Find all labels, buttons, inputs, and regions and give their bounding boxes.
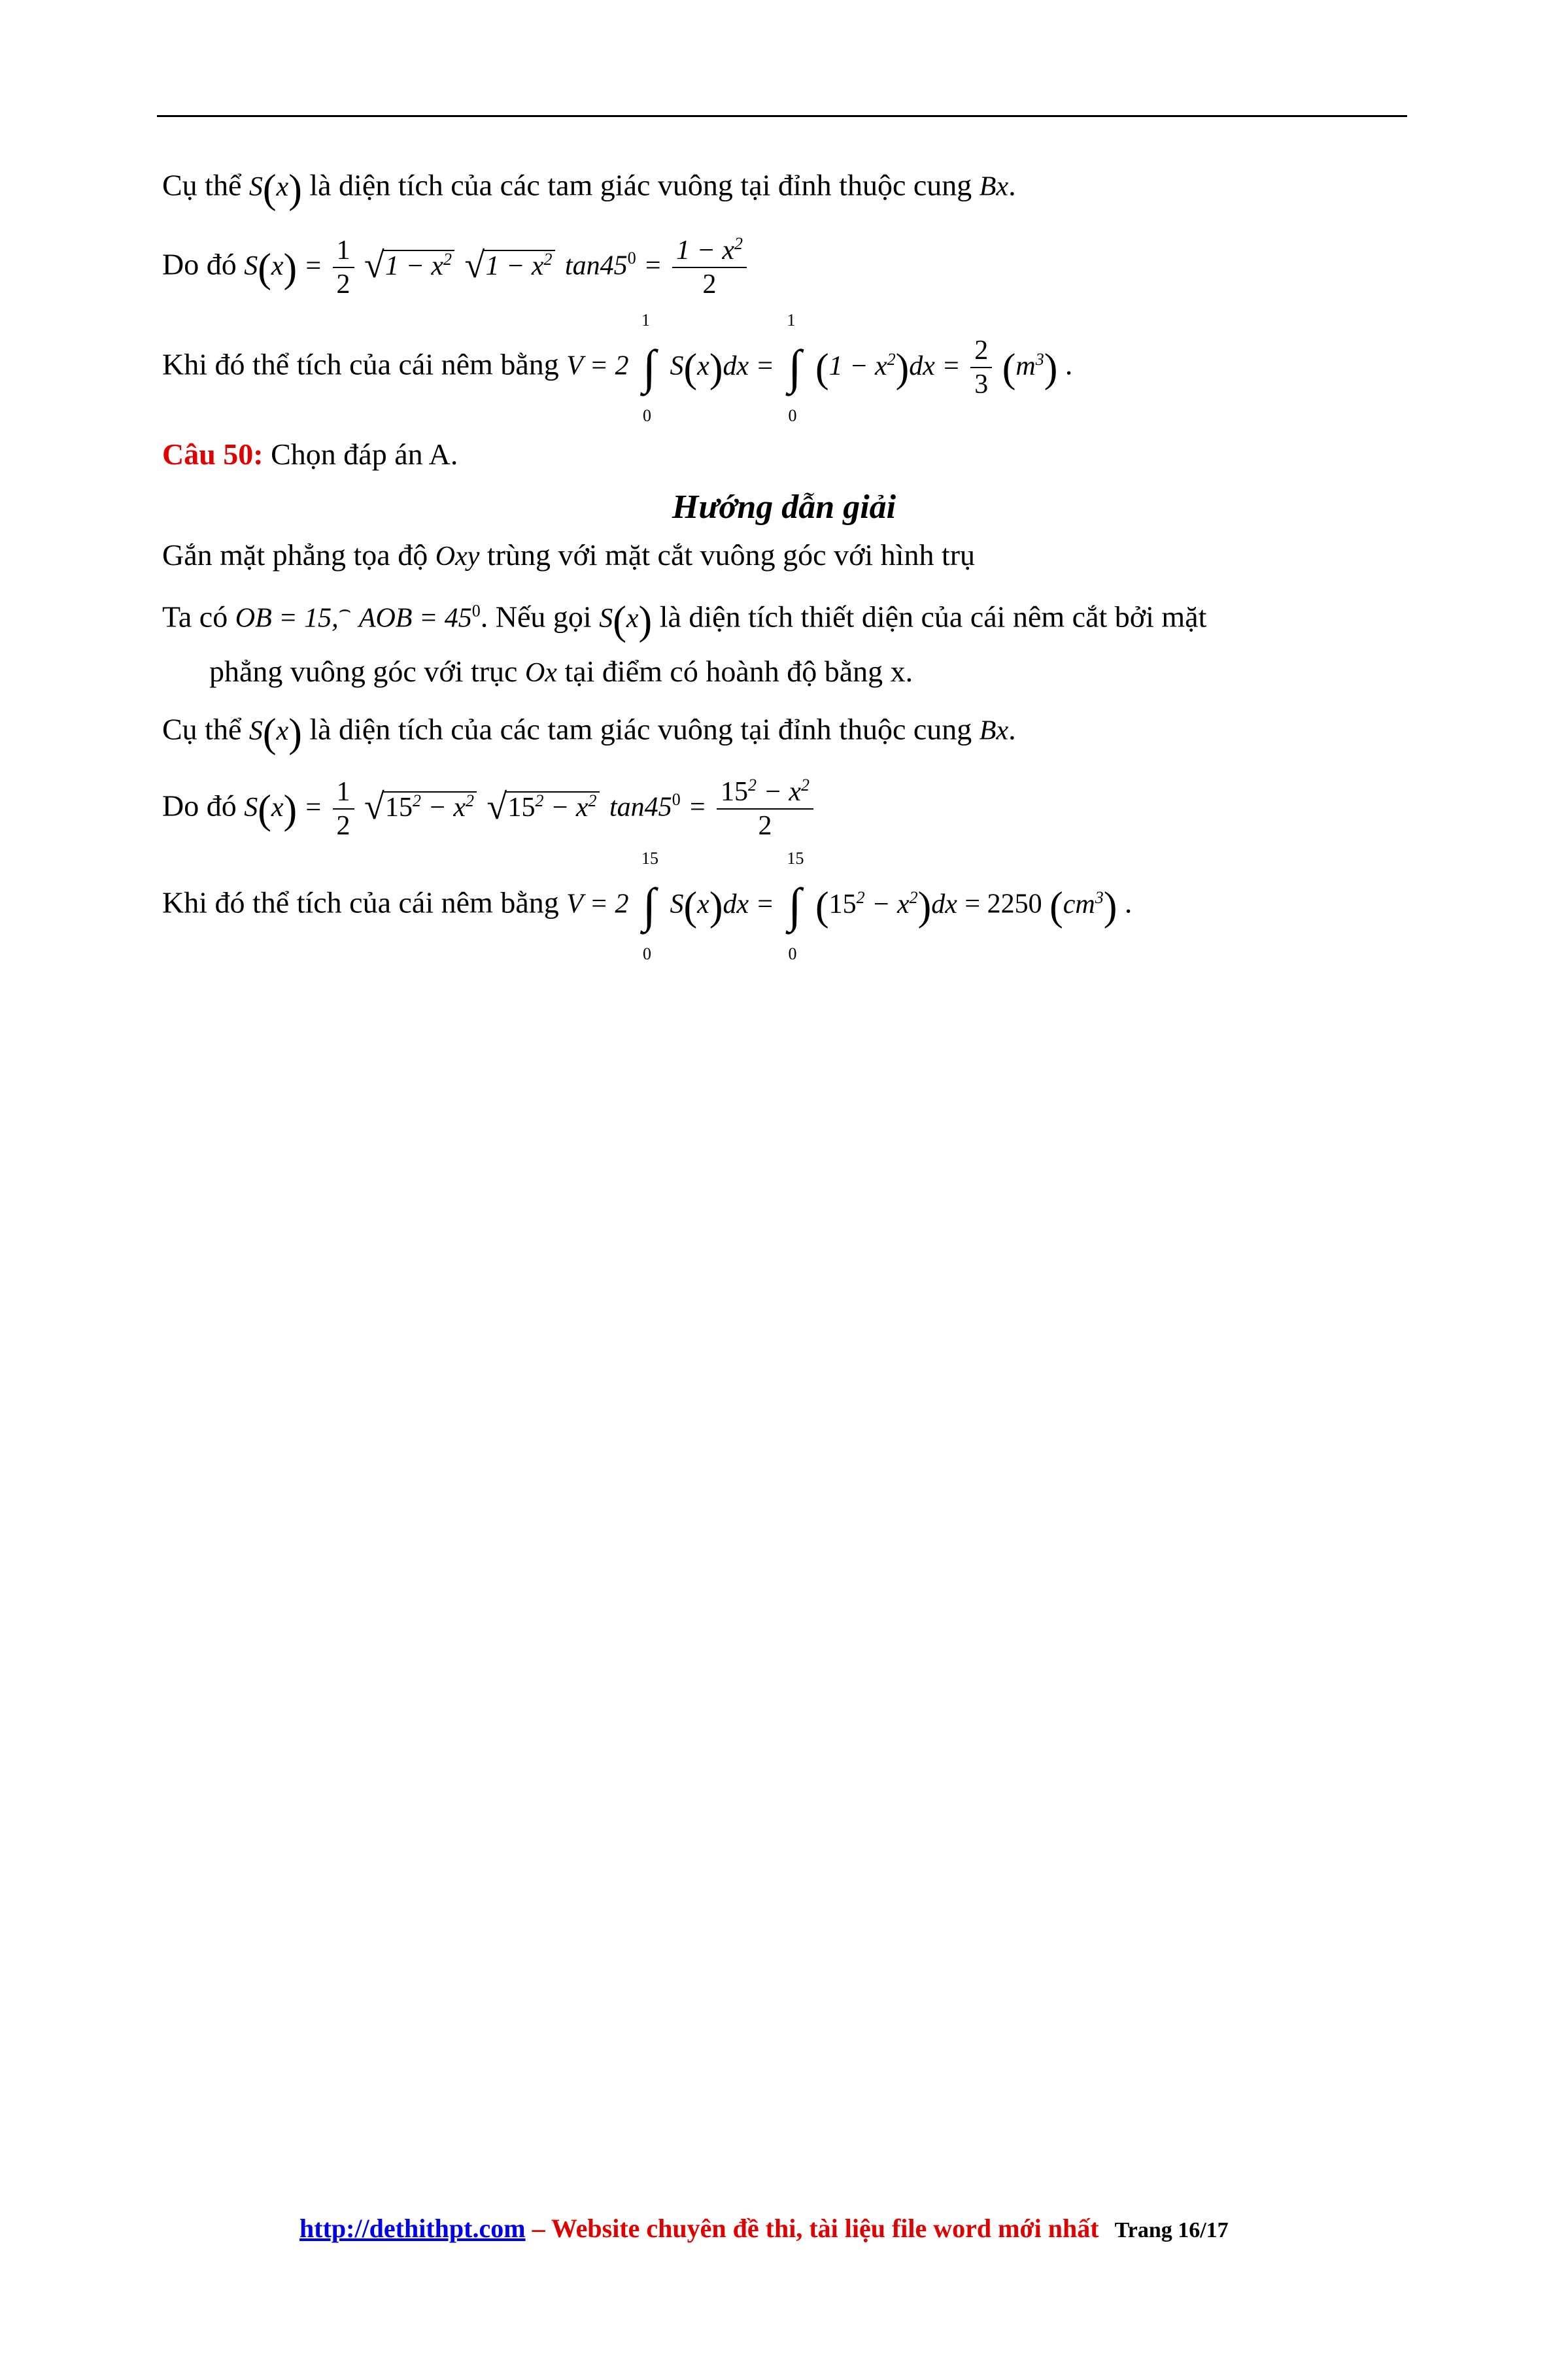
- sqrt-4: √ $15^2 - x^2$: [487, 791, 600, 821]
- text: Cụ thể: [162, 168, 242, 202]
- s1-line-2: Do đó S(x) = $\frac{1}{2}$ √ $1 - x^2$ √ $1 - x^2$ $\tan 45^0$ = $\frac{1 - x^2}{2}$: [162, 237, 749, 298]
- q50-line-a: Gắn mặt phẳng tọa độ Oxy trùng với mặt cắt vuông góc với hình trụ: [162, 538, 976, 572]
- integral-2: 1 ∫ 0: [787, 311, 802, 425]
- s1-line-3: Khi đó thể tích của cái nêm bằng V = 2 1 ∫ 0 S(x)dx = 1 ∫ 0 $(1 - x^2)dx$ = $\frac{2}{3}$ $(m^3)$ .: [162, 311, 1073, 425]
- text: Do đó: [162, 247, 237, 281]
- fraction-half: $\frac{1}{2}$: [333, 237, 354, 298]
- solution-heading: Hướng dẫn giải: [672, 488, 896, 526]
- sqrt-2: √ $1 - x^2$: [465, 250, 555, 280]
- footer: [299, 2213, 1229, 2244]
- answer-text: Chọn đáp án A.: [271, 437, 458, 471]
- sqrt-3: √ $15^2 - x^2$: [364, 791, 477, 821]
- q50-line-b: Ta có OB = 15,⌢ AOB = $45^0$. Nếu gọi S(x) là diện tích thiết diện của cái nêm cắt bởi mặt: [162, 598, 1207, 643]
- fraction-volume: $\frac{2}{3}$: [970, 337, 992, 398]
- var: Bx: [979, 171, 1009, 202]
- footer-link[interactable]: http://dethithpt.com: [299, 2214, 526, 2243]
- q50-line-d: Cụ thể S(x) là diện tích của các tam giác vuông tại đỉnh thuộc cung Bx.: [162, 711, 1016, 755]
- q50-line-e: Do đó S(x) = $\frac{1}{2}$ √ $15^2 - x^2$ √ $15^2 - x^2$ $\tan 45^0$ = $\frac{15^2 - x^2}{2}$: [162, 778, 816, 840]
- sqrt-1: √ $1 - x^2$: [364, 250, 454, 280]
- integral-4: 15 ∫ 0: [787, 849, 804, 963]
- page-number: Trang 16/17: [1114, 2218, 1229, 2242]
- q50-answer-line: [162, 439, 458, 470]
- integral-3: 15 ∫ 0: [641, 849, 658, 963]
- text: là diện tích của các tam giác vuông tại đỉnh thuộc cung: [309, 168, 972, 202]
- q50-line-f: Khi đó thể tích của cái nêm bằng V = 2 15 ∫ 0 S(x)dx = 15 ∫ 0 $(15^2 - x^2)dx = 2250$ $(cm^3)$ .: [162, 849, 1133, 963]
- s1-line-1: Cụ thể S(x) là diện tích của các tam giác vuông tại đỉnh thuộc cung Bx.: [162, 167, 1016, 211]
- footer-text: – Website chuyên đề thi, tài liệu file word mới nhất: [525, 2214, 1099, 2243]
- fraction-result-2: $\frac{15^2 - x^2}{2}$: [717, 778, 813, 840]
- question-label: Câu 50:: [162, 437, 264, 471]
- fraction-half-2: $\frac{1}{2}$: [333, 778, 354, 840]
- integral-1: 1 ∫ 0: [641, 311, 656, 425]
- tan-term: tan45: [565, 250, 628, 281]
- header-rule: [157, 115, 1407, 117]
- fraction-result: $\frac{1 - x^2}{2}$: [672, 237, 747, 298]
- q50-line-c: phẳng vuông góc với trục Ox tại điểm có hoành độ bằng x.: [209, 655, 913, 688]
- text: Khi đó thể tích của cái nêm bằng: [162, 347, 559, 381]
